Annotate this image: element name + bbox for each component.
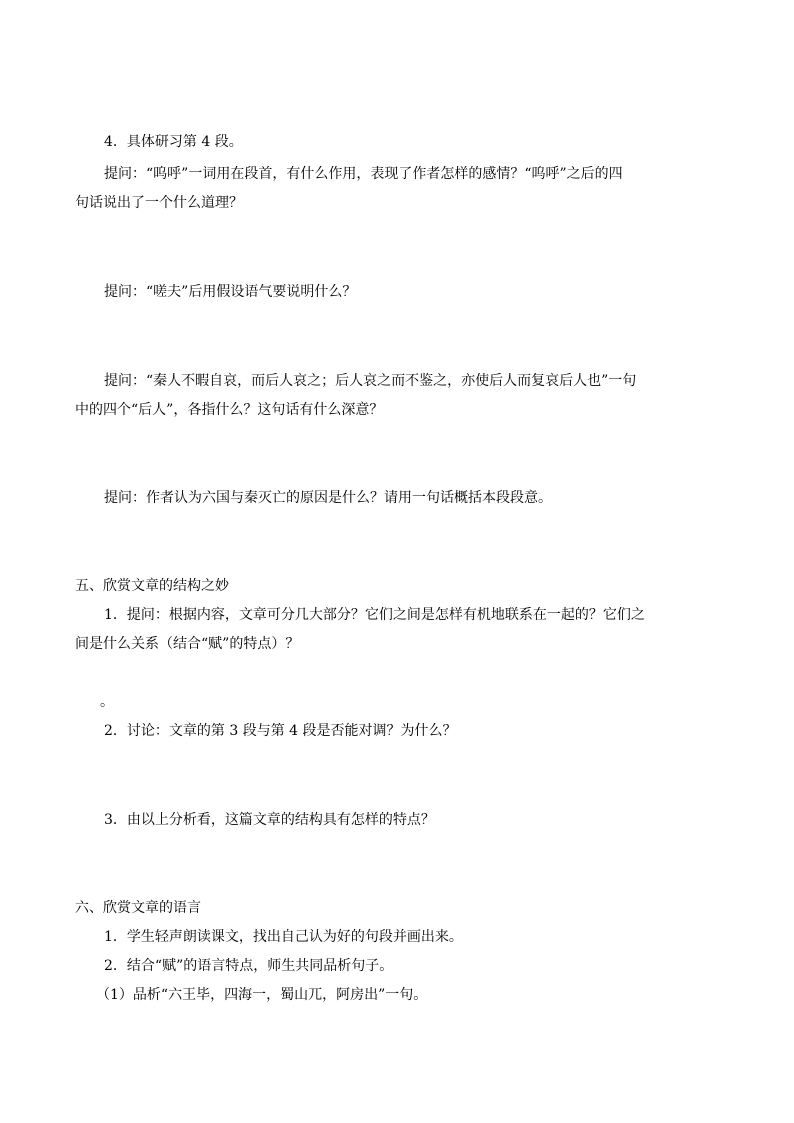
part6-item-1: 1．学生轻声朗读课文，找出自己认为好的句段并画出来。 <box>104 929 463 945</box>
part5-item-3: 3．由以上分析看，这篇文章的结构具有怎样的特点？ <box>104 812 435 828</box>
part6-item-2: 2．结合“赋”的语言特点，师生共同品析句子。 <box>104 958 394 974</box>
question-4: 提问：作者认为六国与秦灭亡的原因是什么？请用一句话概括本段段意。 <box>104 490 552 506</box>
part6-heading: 六、欣赏文章的语言 <box>75 900 201 916</box>
question-1-line-2: 句话说出了一个什么道理？ <box>75 195 243 211</box>
part5-item-2: 2．讨论：文章的第 3 段与第 4 段是否能对调？为什么？ <box>104 723 457 739</box>
question-1-line-1: 提问：“呜呼”一词用在段首，有什么作用，表现了作者怎样的感情？“呜呼”之后的四 <box>104 166 623 182</box>
question-3-line-2: 中的四个“后人”，各指什么？这句话有什么深意？ <box>75 402 384 418</box>
part6-sub-item-1: （1）品析“六王毕，四海一，蜀山兀，阿房出”一句。 <box>96 987 428 1003</box>
question-3-line-1: 提问：“秦人不暇自哀，而后人哀之；后人哀之而不鉴之，亦使后人而复哀后人也”一句 <box>104 373 637 389</box>
part5-item-1-answer: 。 <box>100 694 114 710</box>
question-2: 提问：“嗟夫”后用假设语气要说明什么？ <box>104 284 357 300</box>
part5-item-1-line-2: 间是什么关系（结合“赋”的特点）？ <box>75 636 300 652</box>
part5-heading: 五、欣赏文章的结构之妙 <box>75 578 229 594</box>
section4-heading: 4．具体研习第 4 段。 <box>104 134 243 150</box>
part5-item-1-line-1: 1．提问：根据内容，文章可分几大部分？它们之间是怎样有机地联系在一起的？它们之 <box>104 607 645 623</box>
